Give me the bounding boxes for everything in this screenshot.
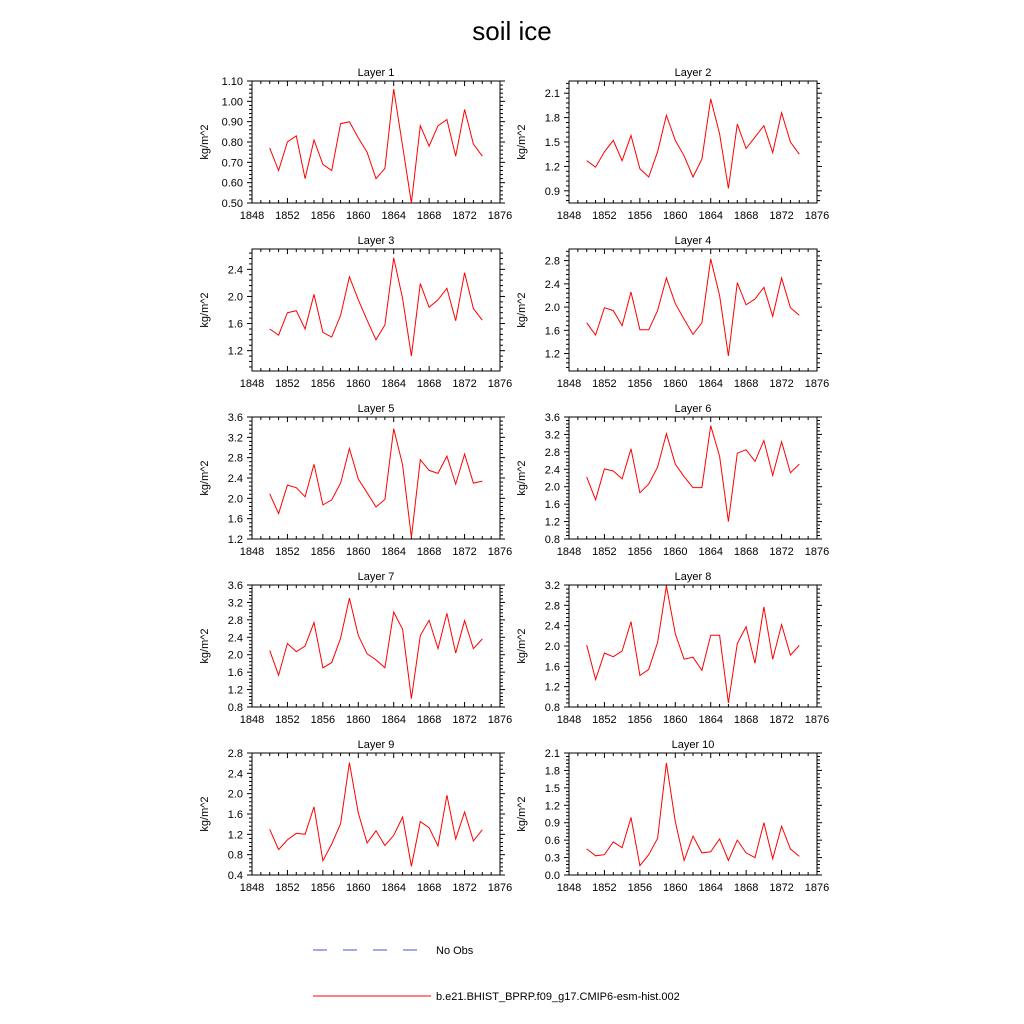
y-axis-label: kg/m^2	[199, 460, 211, 496]
y-tick-label: 0.3	[544, 852, 560, 865]
y-tick-label: 1.2	[227, 345, 243, 358]
y-tick-label: 0.6	[544, 835, 560, 848]
x-tick-label: 1868	[733, 210, 759, 222]
x-tick-label: 1868	[733, 714, 759, 726]
x-tick-label: 1852	[275, 714, 300, 726]
panel-layer-6	[516, 403, 829, 558]
x-tick-label: 1860	[346, 210, 371, 222]
y-tick-label: 3.2	[544, 429, 560, 442]
y-tick-label: 0.70	[221, 157, 243, 170]
panel-layer-2	[516, 67, 829, 222]
x-tick-label: 1864	[381, 546, 406, 558]
y-tick-label: 1.2	[227, 534, 243, 546]
y-tick-label: 2.8	[227, 452, 243, 465]
y-tick-label: 2.8	[227, 748, 243, 760]
y-tick-label: 0.80	[221, 137, 243, 149]
plot-frame	[569, 249, 817, 371]
x-tick-label: 1860	[663, 378, 688, 390]
panel-title: Layer 4	[674, 235, 712, 247]
x-tick-label: 1852	[592, 378, 617, 390]
series-line	[270, 429, 483, 538]
y-tick-label: 2.0	[227, 788, 243, 801]
panel-layer-7	[199, 571, 512, 726]
panel-layer-9	[199, 739, 512, 894]
y-tick-label: 2.8	[544, 255, 560, 268]
x-tick-label: 1860	[663, 210, 688, 222]
y-tick-label: 1.6	[544, 499, 560, 512]
y-tick-label: 0.50	[221, 198, 243, 210]
x-tick-label: 1872	[769, 210, 794, 222]
y-tick-label: 1.8	[544, 112, 560, 125]
plot-frame	[252, 753, 500, 875]
y-tick-label: 1.2	[227, 684, 243, 697]
x-tick-label: 1860	[346, 546, 371, 558]
x-tick-label: 1852	[592, 210, 617, 222]
x-tick-label: 1868	[416, 378, 442, 390]
x-tick-label: 1856	[627, 378, 653, 390]
x-tick-label: 1860	[663, 546, 688, 558]
x-tick-label: 1864	[381, 210, 406, 222]
panel-title: Layer 2	[674, 67, 712, 79]
panel-layer-1	[199, 67, 512, 222]
y-tick-label: 0.8	[544, 702, 560, 714]
panel-layer-4	[516, 235, 829, 390]
x-tick-label: 1868	[733, 882, 759, 894]
x-tick-label: 1872	[769, 378, 794, 390]
x-tick-label: 1852	[275, 882, 300, 894]
series-line	[587, 426, 800, 522]
x-tick-label: 1872	[769, 546, 794, 558]
figure-title: soil ice	[472, 16, 552, 46]
y-tick-label: 0.8	[544, 534, 560, 546]
y-tick-label: 2.0	[544, 481, 560, 494]
x-tick-label: 1864	[698, 882, 723, 894]
x-tick-label: 1868	[733, 546, 759, 558]
y-axis-label: kg/m^2	[516, 796, 528, 832]
y-axis-label: kg/m^2	[516, 124, 528, 160]
x-tick-label: 1868	[416, 210, 442, 222]
y-tick-label: 2.4	[544, 620, 560, 633]
y-tick-label: 2.0	[544, 302, 560, 315]
x-tick-label: 1856	[310, 882, 336, 894]
y-tick-label: 2.4	[544, 464, 560, 477]
x-tick-label: 1876	[487, 378, 513, 390]
x-tick-label: 1864	[381, 714, 406, 726]
y-axis-label: kg/m^2	[516, 628, 528, 664]
y-tick-label: 1.6	[227, 513, 243, 526]
y-tick-label: 1.2	[544, 681, 560, 694]
y-tick-label: 1.5	[544, 782, 560, 795]
plot-frame	[252, 417, 500, 539]
y-tick-label: 1.2	[227, 829, 243, 842]
y-tick-label: 1.8	[544, 765, 560, 778]
x-tick-label: 1876	[487, 210, 513, 222]
panel-title: Layer 3	[357, 235, 395, 247]
x-tick-label: 1848	[239, 546, 265, 558]
x-tick-label: 1848	[239, 882, 265, 894]
x-tick-label: 1876	[487, 546, 513, 558]
plot-frame	[569, 585, 817, 707]
y-tick-label: 2.4	[227, 768, 243, 781]
y-axis-label: kg/m^2	[516, 460, 528, 496]
x-tick-label: 1864	[698, 714, 723, 726]
x-tick-label: 1868	[416, 546, 442, 558]
x-tick-label: 1848	[239, 210, 265, 222]
plot-frame	[252, 81, 500, 203]
x-tick-label: 1872	[769, 882, 794, 894]
x-tick-label: 1876	[804, 546, 830, 558]
y-tick-label: 2.1	[544, 88, 560, 101]
y-tick-label: 0.60	[221, 177, 243, 190]
y-tick-label: 1.6	[227, 809, 243, 821]
y-tick-label: 0.9	[544, 817, 560, 830]
panel-layer-3	[199, 235, 512, 390]
plot-frame	[569, 753, 817, 875]
y-tick-label: 1.00	[221, 96, 243, 109]
y-tick-label: 0.8	[227, 849, 243, 862]
plot-frame	[569, 81, 817, 203]
panel-title: Layer 5	[357, 403, 395, 415]
x-tick-label: 1856	[310, 378, 336, 390]
y-tick-label: 2.4	[227, 264, 243, 277]
y-tick-label: 0.4	[227, 870, 243, 882]
y-tick-label: 1.6	[544, 661, 560, 674]
series-line	[587, 259, 800, 356]
x-tick-label: 1872	[452, 378, 477, 390]
series-line	[270, 258, 483, 356]
y-tick-label: 2.8	[544, 600, 560, 613]
y-axis-label: kg/m^2	[199, 628, 211, 664]
y-tick-label: 2.8	[544, 446, 560, 459]
x-tick-label: 1868	[733, 378, 759, 390]
legend	[313, 945, 680, 1003]
x-tick-label: 1872	[452, 714, 477, 726]
plot-frame	[252, 585, 500, 707]
panel-layer-8	[516, 571, 829, 726]
y-axis-label: kg/m^2	[199, 796, 211, 832]
x-tick-label: 1856	[627, 546, 653, 558]
panel-title: Layer 1	[357, 67, 395, 79]
y-tick-label: 2.0	[227, 649, 243, 662]
x-tick-label: 1856	[627, 882, 653, 894]
panel-layer-10	[516, 739, 829, 894]
y-tick-label: 0.8	[227, 702, 243, 714]
y-tick-label: 1.6	[227, 667, 243, 680]
series-line	[270, 89, 483, 203]
y-tick-label: 2.4	[544, 278, 560, 291]
x-tick-label: 1872	[452, 882, 477, 894]
y-tick-label: 3.6	[227, 412, 243, 424]
x-tick-label: 1848	[239, 714, 265, 726]
x-tick-label: 1848	[556, 714, 582, 726]
y-tick-label: 3.2	[544, 580, 560, 592]
x-tick-label: 1852	[592, 882, 617, 894]
y-axis-label: kg/m^2	[199, 292, 211, 328]
x-tick-label: 1860	[346, 882, 371, 894]
y-tick-label: 0.90	[221, 116, 243, 129]
panel-title: Layer 10	[671, 739, 715, 751]
x-tick-label: 1848	[556, 546, 582, 558]
y-tick-label: 1.2	[544, 800, 560, 813]
x-tick-label: 1848	[239, 378, 265, 390]
y-tick-label: 2.0	[227, 493, 243, 506]
y-tick-label: 3.2	[227, 432, 243, 445]
series-line	[270, 598, 483, 699]
x-tick-label: 1868	[416, 882, 442, 894]
y-tick-label: 2.8	[227, 614, 243, 627]
x-tick-label: 1876	[804, 210, 830, 222]
x-tick-label: 1872	[769, 714, 794, 726]
x-tick-label: 1848	[556, 378, 582, 390]
y-tick-label: 2.4	[227, 632, 243, 645]
y-tick-label: 2.4	[227, 473, 243, 485]
x-tick-label: 1852	[275, 378, 300, 390]
panel-title: Layer 8	[674, 571, 712, 583]
panel-title: Layer 6	[674, 403, 712, 415]
x-tick-label: 1852	[592, 546, 617, 558]
y-tick-label: 0.9	[544, 185, 560, 198]
x-tick-label: 1876	[487, 714, 513, 726]
y-tick-label: 2.0	[544, 641, 560, 653]
y-tick-label: 1.10	[221, 76, 243, 88]
x-tick-label: 1864	[698, 546, 723, 558]
x-tick-label: 1852	[275, 546, 300, 558]
panel-title: Layer 7	[357, 571, 395, 583]
y-tick-label: 1.2	[544, 348, 560, 361]
x-tick-label: 1872	[452, 546, 477, 558]
x-tick-label: 1872	[452, 210, 477, 222]
y-tick-label: 1.2	[544, 161, 560, 174]
x-tick-label: 1856	[310, 714, 336, 726]
x-tick-label: 1852	[592, 714, 617, 726]
y-tick-label: 1.6	[544, 325, 560, 338]
x-tick-label: 1876	[487, 882, 513, 894]
plot-frame	[569, 417, 817, 539]
legend-model-label: b.e21.BHIST_BPRP.f09_g17.CMIP6-esm-hist.002	[436, 991, 680, 1003]
x-tick-label: 1876	[804, 378, 830, 390]
y-tick-label: 0.0	[544, 870, 560, 882]
series-line	[587, 763, 800, 866]
x-tick-label: 1860	[346, 714, 371, 726]
y-tick-label: 2.1	[544, 748, 560, 760]
y-tick-label: 2.0	[227, 291, 243, 304]
x-tick-label: 1864	[698, 210, 723, 222]
y-tick-label: 3.2	[227, 597, 243, 610]
x-tick-label: 1868	[416, 714, 442, 726]
plot-frame	[252, 249, 500, 371]
x-tick-label: 1864	[698, 378, 723, 390]
series-line	[587, 99, 800, 188]
x-tick-label: 1856	[627, 210, 653, 222]
y-tick-label: 1.2	[544, 516, 560, 529]
x-tick-label: 1860	[663, 882, 688, 894]
x-tick-label: 1856	[310, 546, 336, 558]
y-tick-label: 3.6	[544, 412, 560, 424]
x-tick-label: 1864	[381, 882, 406, 894]
x-tick-label: 1864	[381, 378, 406, 390]
x-tick-label: 1876	[804, 882, 830, 894]
legend-no-obs-label: No Obs	[436, 945, 474, 957]
y-tick-label: 1.6	[227, 318, 243, 331]
y-axis-label: kg/m^2	[199, 124, 211, 160]
x-tick-label: 1876	[804, 714, 830, 726]
series-line	[587, 586, 800, 703]
panel-layer-5	[199, 403, 512, 558]
y-tick-label: 3.6	[227, 580, 243, 592]
x-tick-label: 1860	[346, 378, 371, 390]
x-tick-label: 1848	[556, 210, 582, 222]
panel-title: Layer 9	[357, 739, 395, 751]
x-tick-label: 1856	[627, 714, 653, 726]
x-tick-label: 1852	[275, 210, 300, 222]
series-line	[270, 763, 483, 867]
x-tick-label: 1856	[310, 210, 336, 222]
y-axis-label: kg/m^2	[516, 292, 528, 328]
x-tick-label: 1848	[556, 882, 582, 894]
y-tick-label: 1.5	[544, 137, 560, 149]
x-tick-label: 1860	[663, 714, 688, 726]
